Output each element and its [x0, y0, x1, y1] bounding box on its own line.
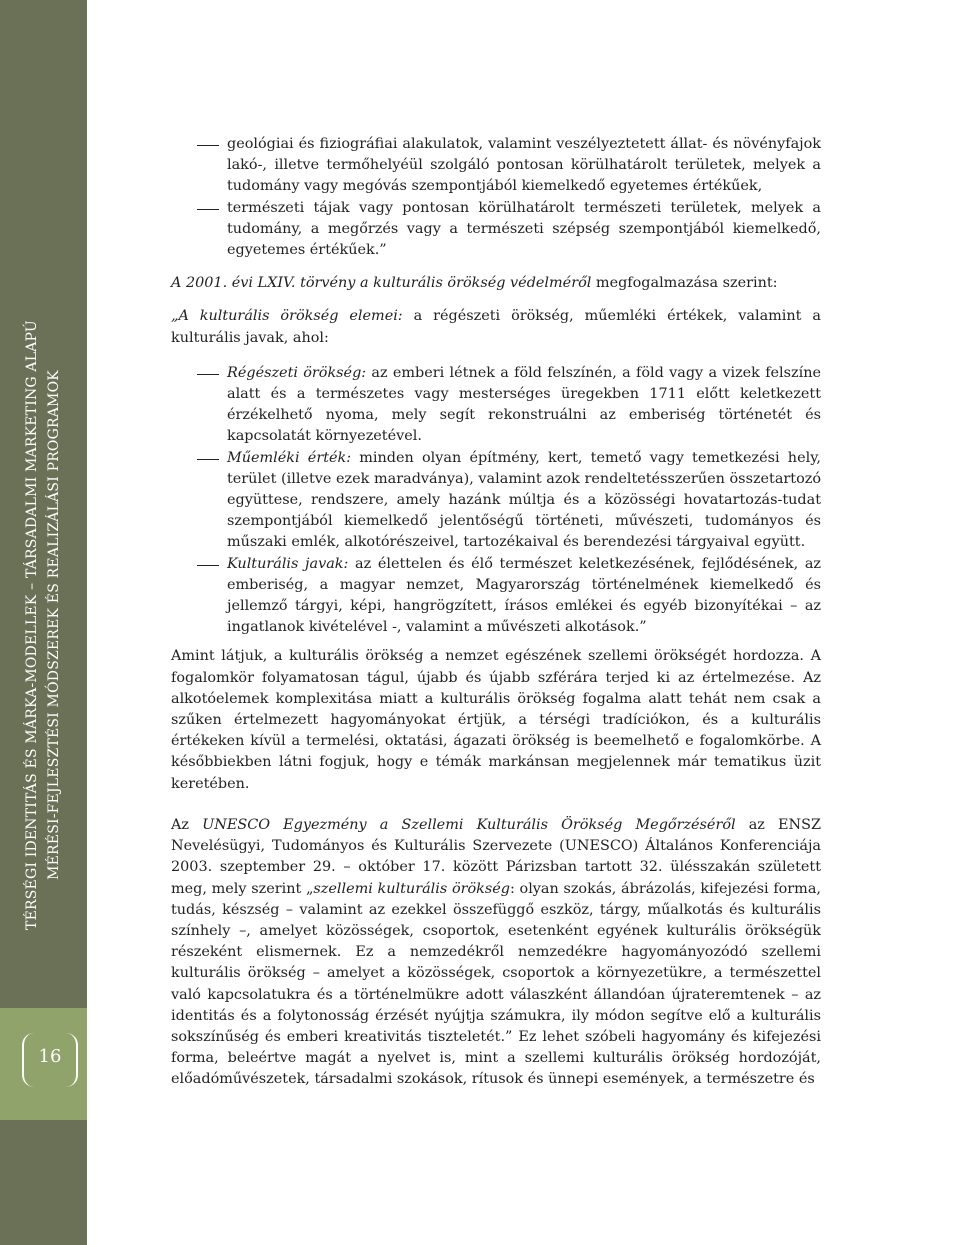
text-run: : olyan szokás, ábrázolás, kifejezési forma, tudás, készség – valamint az ezekkel összefüggő eszköz, tárgy, műalkotás és kulturális színhely –, amelyet közösségek, csoportok, esetenként egyének kulturális örökségük részeként elismernek. Ez a nemzedékről nemzedékre hagyományozódó szellemi kulturális örökség – amelyet a közösségek, csoportok a környezetükre, a természettel való kapcsolatukra és a történelmükre adott válaszként állandóan újrateremtenek – az identitás és a folytonosság érzését nyújtja számukra, ily módon segítve elő a kulturális sokszínűség és emberi kreativitás tiszteletét.” Ez lehet szóbeli hagyomány és kifejezési forma, beleértve magát a nyelvet is, mint a szellemi kulturális örökség hordozóját, előadóművészetek, társadalmi szokások, rítusok és ünnepi események, a természetre és	[171, 880, 821, 1088]
term: szellemi kulturális örökség	[313, 880, 510, 897]
sidebar-title	[21, 125, 65, 1125]
law-title: A 2001. évi LXIV. törvény a kulturális örökség védelméről	[171, 275, 592, 292]
quote-lead: „A kulturális örökség elemei:	[171, 308, 403, 325]
paragraph-unesco	[171, 815, 821, 1091]
definition: az emberi létnek a föld felszínén, a föld vagy a vizek felszíne alatt és a természetes vagy mesterséges üregekben 1711 előtt keletkezett érzékelhető nyoma, mely segít rekonstruálni az emberiség történetét és kapcsolatát környezetével.	[227, 364, 821, 445]
term: Műemléki érték:	[227, 449, 352, 466]
sidebar-title-line1: TÉRSÉGI IDENTITÁS ÉS MÁRKA-MODELLEK – TÁRSADALMI MARKETING ALAPÚ	[24, 320, 40, 930]
term: Régészeti örökség:	[227, 364, 367, 381]
page-number: 16	[38, 1046, 62, 1067]
text-run: az ENSZ Nevelésügyi, Tudományos és Kulturális Szervezete (UNESCO) Általános Konferenciája 2003. szeptember 29. – október 17. között Párizsban tartott 32. ülésszakán született meg, mely szerint „	[171, 816, 821, 897]
text-run: Az	[171, 816, 203, 833]
list-item: természeti tájak vagy pontosan körülhatárolt természeti területek, melyek a tudomány, a megőrzés vagy a természeti szépség szempontjából kiemelkedő, egyetemes értékűek.”	[171, 198, 821, 262]
law-reference	[171, 273, 821, 294]
list-item: geológiai és fiziográfiai alakulatok, valamint veszélyeztetett állat- és növényfajok lakó-, illetve termőhelyéül szolgáló pontosan körülhatárolt területek, melyek a tudomány vagy megóvás szempontjából kiemelkedő egyetemes értékűek,	[171, 134, 821, 198]
convention-title: UNESCO Egyezmény a Szellemi Kulturális Örökség Megőrzéséről	[202, 816, 736, 833]
paragraph: Amint látjuk, a kulturális örökség a nemzet egészének szellemi örökségét hordozza. A fogalomkör folyamatosan tágul, újabb és újabb szférára terjed ki az értelmezése. Az alkotóelemek komplexitása miatt a kulturális örökség fogalma alatt tehát nem csak a szűken értelmezett hagyományokat értjük, a térségi tradíciókon, és a kulturális értékeken kívül a termelési, oktatási, ágazati örökség is beemelhető e fogalomkörbe. A későbbiekben látni fogjuk, hogy e témák markánsan megjelennek már tematikus üzit keretében.	[171, 648, 821, 792]
list-item	[171, 448, 821, 554]
quote-intro	[171, 306, 821, 348]
heritage-list	[171, 363, 821, 639]
definition: az élettelen és élő természet keletkezésének, fejlődésének, az emberiség, a magyar nemzet, Magyarország történelmének kiemelkedő és jellemző tárgyi, képi, hangrögzített, írásos emlékei és egyéb bizonyítékai – az ingatlanok kivételével -, valamint a művészeti alkotások.”	[227, 555, 821, 636]
list-item	[171, 363, 821, 448]
sidebar-title-line2: MÉRÉSI-FEJLESZTÉSI MÓDSZEREK ÉS REALIZÁLÁSI PROGRAMOK	[46, 370, 62, 880]
quote-intro-text: a régészeti örökség, műemléki értékek, valamint a kulturális javak, ahol:	[171, 308, 821, 346]
term: Kulturális javak:	[227, 555, 349, 572]
page-content	[171, 134, 821, 1091]
definition: minden olyan építmény, kert, temető vagy temetkezési hely, terület (illetve ezek maradványa), valamint azok rendeltetésszerűen összetartozó együttese, rendszere, amely hazánk múltja és a közösségi hovatartozás-tudat szempontjából kiemelkedő jelentőségű történeti, művészeti, tudományos és műszaki emlék, alkotórészeivel, tartozékaival és berendezési tárgyaival együtt.	[227, 449, 821, 551]
list-item	[171, 554, 821, 639]
law-reference-text: megfogalmazása szerint:	[591, 275, 778, 292]
